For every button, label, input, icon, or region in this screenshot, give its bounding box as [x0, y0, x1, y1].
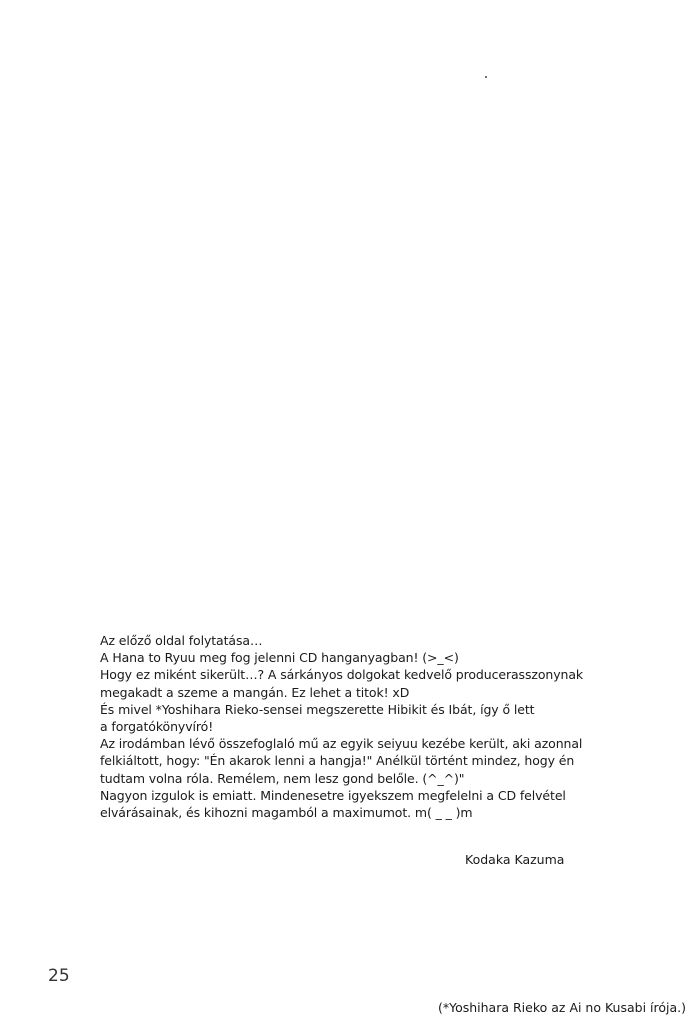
author-signature: Kodaka Kazuma: [465, 852, 565, 867]
afterword-text: [100, 632, 620, 821]
scan-speck: [485, 76, 487, 78]
text-line: Hogy ez miként sikerült…? A sárkányos dolgokat kedvelő producerasszonynak: [100, 667, 584, 683]
text-line: megakadt a szeme a mangán. Ez lehet a titok! xD: [100, 684, 410, 700]
text-line: Az irodámban lévő összefoglaló mű az egyik seiyuu kezébe került, aki azonnal: [100, 736, 583, 752]
text-line: És mivel *Yoshihara Rieko-sensei megszerette Hibikit és Ibát, így ő lett: [100, 701, 535, 717]
text-line: Nagyon izgulok is emiatt. Mindenesetre igyekszem megfelelni a CD felvétel: [100, 787, 566, 803]
text-line: felkiáltott, hogy: "Én akarok lenni a hangja!" Anélkül történt mindez, hogy én: [100, 753, 575, 769]
text-line: tudtam volna róla. Remélem, nem lesz gond belőle. (^_^)": [100, 770, 465, 786]
translator-footnote: (*Yoshihara Rieko az Ai no Kusabi írója.): [437, 1000, 686, 1015]
text-line: a forgatókönyvíró!: [100, 719, 214, 735]
text-line: elvárásainak, és kihozni magamból a maximumot. m( _ _ )m: [100, 805, 473, 821]
text-line: A Hana to Ryuu meg fog jelenni CD hanganyagban! (>_<): [100, 650, 459, 666]
page-number: 25: [48, 966, 70, 986]
text-line: Az előző oldal folytatása…: [100, 633, 263, 648]
